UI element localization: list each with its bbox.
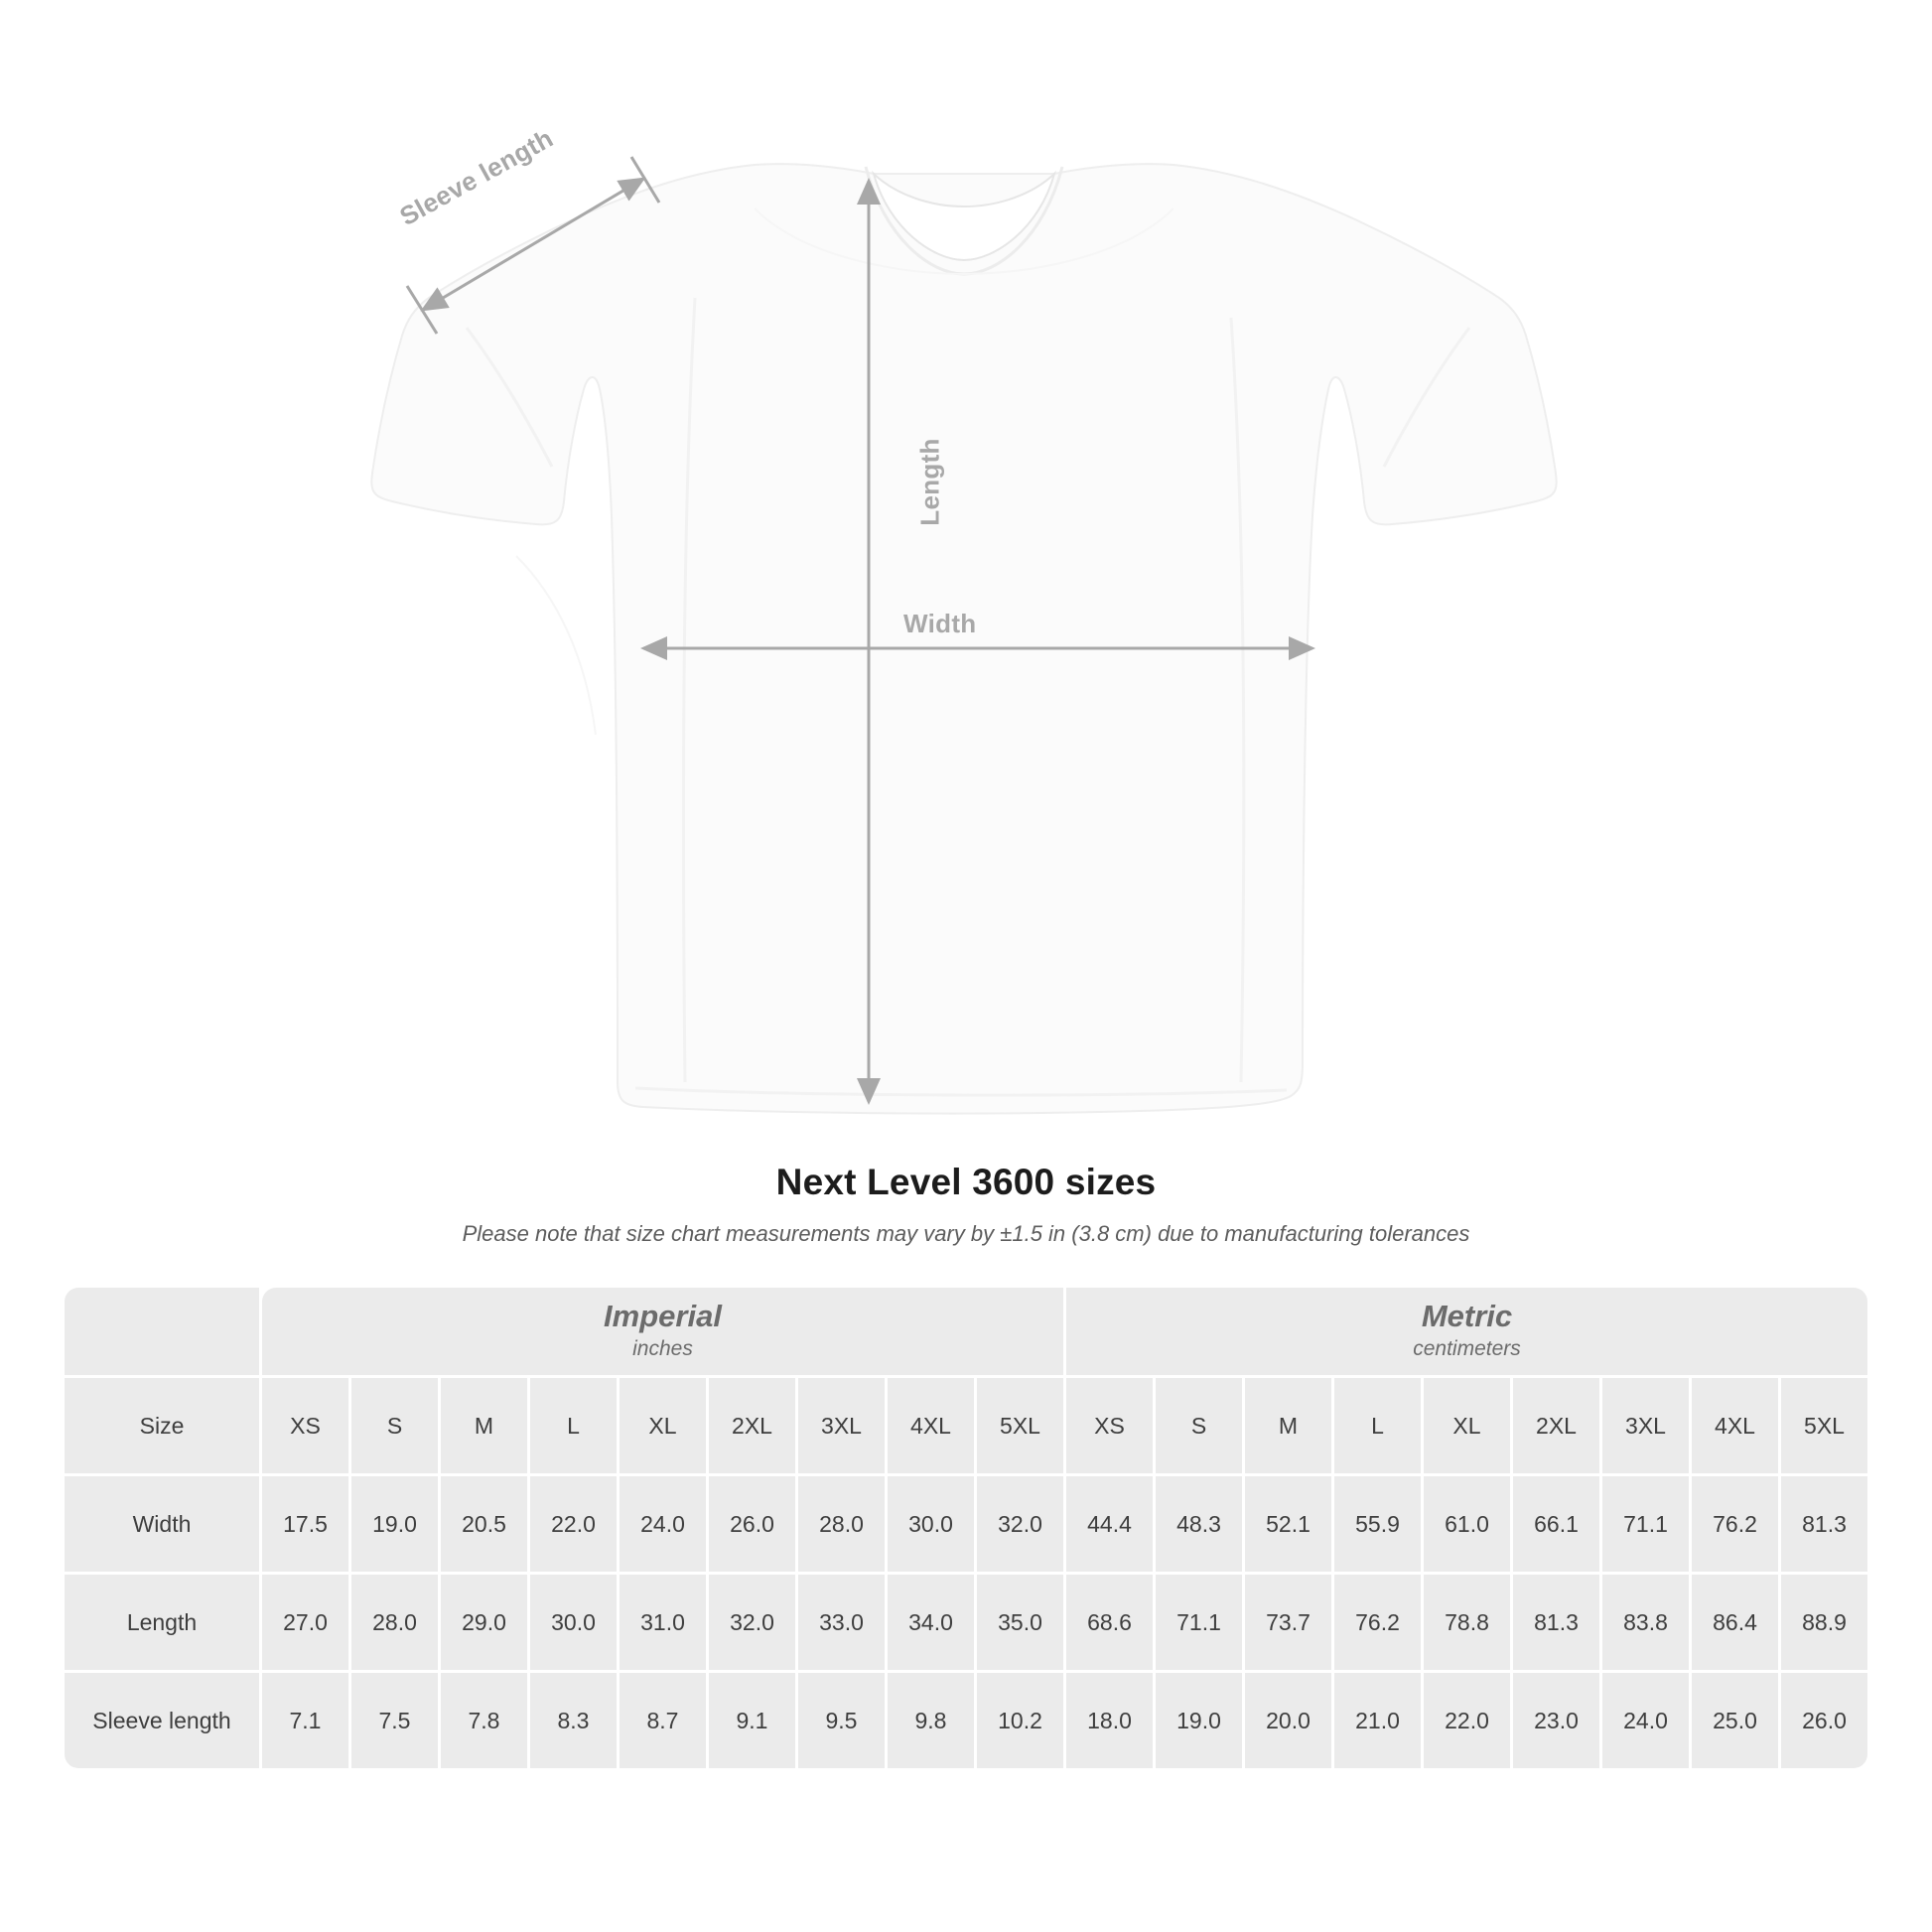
cell-length-imperial-s: 28.0 bbox=[351, 1575, 438, 1670]
cell-length-imperial-3xl: 33.0 bbox=[798, 1575, 885, 1670]
size-header-row bbox=[65, 1378, 1867, 1473]
cell-length-metric-l: 76.2 bbox=[1334, 1575, 1421, 1670]
size-col-metric-2xl: 2XL bbox=[1513, 1378, 1599, 1473]
size-col-metric-xs: XS bbox=[1066, 1378, 1153, 1473]
cell-sleeve-imperial-4xl: 9.8 bbox=[888, 1673, 974, 1768]
cell-width-imperial-2xl: 26.0 bbox=[709, 1476, 795, 1572]
cell-length-imperial-m: 29.0 bbox=[441, 1575, 527, 1670]
cell-length-metric-3xl: 83.8 bbox=[1602, 1575, 1689, 1670]
unit-group-metric bbox=[1066, 1288, 1867, 1375]
size-col-imperial-l: L bbox=[530, 1378, 617, 1473]
cell-sleeve-metric-l: 21.0 bbox=[1334, 1673, 1421, 1768]
cell-length-metric-xl: 78.8 bbox=[1424, 1575, 1510, 1670]
size-col-metric-xl: XL bbox=[1424, 1378, 1510, 1473]
cell-sleeve-imperial-xl: 8.7 bbox=[620, 1673, 706, 1768]
size-col-imperial-xl: XL bbox=[620, 1378, 706, 1473]
unit-group-imperial-sub: inches bbox=[632, 1337, 693, 1361]
cell-length-imperial-2xl: 32.0 bbox=[709, 1575, 795, 1670]
size-col-imperial-s: S bbox=[351, 1378, 438, 1473]
cell-sleeve-metric-xs: 18.0 bbox=[1066, 1673, 1153, 1768]
cell-width-metric-2xl: 66.1 bbox=[1513, 1476, 1599, 1572]
unit-group-metric-name: Metric bbox=[1421, 1299, 1513, 1334]
cell-width-imperial-4xl: 30.0 bbox=[888, 1476, 974, 1572]
cell-width-metric-5xl: 81.3 bbox=[1781, 1476, 1867, 1572]
unit-group-imperial bbox=[262, 1288, 1063, 1375]
cell-width-metric-3xl: 71.1 bbox=[1602, 1476, 1689, 1572]
size-col-imperial-xs: XS bbox=[262, 1378, 348, 1473]
size-col-imperial-m: M bbox=[441, 1378, 527, 1473]
length-label: Length bbox=[914, 438, 945, 526]
page-title: Next Level 3600 sizes bbox=[775, 1162, 1157, 1202]
size-table bbox=[62, 1285, 1870, 1771]
table-row bbox=[65, 1673, 1867, 1768]
unit-group-imperial-name: Imperial bbox=[604, 1299, 722, 1334]
size-header-label: Size bbox=[65, 1378, 259, 1473]
row-label-width: Width bbox=[65, 1476, 259, 1572]
cell-length-imperial-xs: 27.0 bbox=[262, 1575, 348, 1670]
size-col-metric-4xl: 4XL bbox=[1692, 1378, 1778, 1473]
cell-sleeve-imperial-xs: 7.1 bbox=[262, 1673, 348, 1768]
cell-sleeve-imperial-5xl: 10.2 bbox=[977, 1673, 1063, 1768]
cell-width-metric-s: 48.3 bbox=[1156, 1476, 1242, 1572]
unit-group-metric-sub: centimeters bbox=[1413, 1337, 1521, 1361]
cell-width-imperial-l: 22.0 bbox=[530, 1476, 617, 1572]
cell-length-imperial-5xl: 35.0 bbox=[977, 1575, 1063, 1670]
cell-width-imperial-3xl: 28.0 bbox=[798, 1476, 885, 1572]
cell-sleeve-metric-m: 20.0 bbox=[1245, 1673, 1331, 1768]
cell-width-imperial-m: 20.5 bbox=[441, 1476, 527, 1572]
size-col-imperial-5xl: 5XL bbox=[977, 1378, 1063, 1473]
cell-length-imperial-l: 30.0 bbox=[530, 1575, 617, 1670]
size-table-wrapper bbox=[62, 1285, 1870, 1771]
size-col-metric-5xl: 5XL bbox=[1781, 1378, 1867, 1473]
cell-width-imperial-xs: 17.5 bbox=[262, 1476, 348, 1572]
cell-width-imperial-xl: 24.0 bbox=[620, 1476, 706, 1572]
cell-length-metric-s: 71.1 bbox=[1156, 1575, 1242, 1670]
units-corner-cell bbox=[65, 1288, 259, 1375]
size-col-metric-3xl: 3XL bbox=[1602, 1378, 1689, 1473]
size-col-metric-m: M bbox=[1245, 1378, 1331, 1473]
cell-width-metric-xl: 61.0 bbox=[1424, 1476, 1510, 1572]
table-row bbox=[65, 1476, 1867, 1572]
cell-sleeve-imperial-2xl: 9.1 bbox=[709, 1673, 795, 1768]
cell-sleeve-metric-5xl: 26.0 bbox=[1781, 1673, 1867, 1768]
cell-length-metric-5xl: 88.9 bbox=[1781, 1575, 1867, 1670]
cell-sleeve-metric-2xl: 23.0 bbox=[1513, 1673, 1599, 1768]
size-col-imperial-3xl: 3XL bbox=[798, 1378, 885, 1473]
tolerance-note: Please note that size chart measurements may vary by ±1.5 in (3.8 cm) due to manufacturing tolerances bbox=[462, 1221, 1470, 1246]
cell-sleeve-imperial-l: 8.3 bbox=[530, 1673, 617, 1768]
cell-width-metric-m: 52.1 bbox=[1245, 1476, 1331, 1572]
cell-sleeve-metric-xl: 22.0 bbox=[1424, 1673, 1510, 1768]
sleeve-length-label: Sleeve length bbox=[394, 122, 559, 232]
cell-length-metric-4xl: 86.4 bbox=[1692, 1575, 1778, 1670]
cell-width-imperial-s: 19.0 bbox=[351, 1476, 438, 1572]
title-block bbox=[0, 1162, 1932, 1247]
cell-width-metric-l: 55.9 bbox=[1334, 1476, 1421, 1572]
table-row bbox=[65, 1575, 1867, 1670]
cell-width-imperial-5xl: 32.0 bbox=[977, 1476, 1063, 1572]
cell-length-metric-xs: 68.6 bbox=[1066, 1575, 1153, 1670]
cell-sleeve-imperial-3xl: 9.5 bbox=[798, 1673, 885, 1768]
cell-sleeve-imperial-m: 7.8 bbox=[441, 1673, 527, 1768]
size-col-imperial-2xl: 2XL bbox=[709, 1378, 795, 1473]
size-col-metric-s: S bbox=[1156, 1378, 1242, 1473]
cell-sleeve-metric-s: 19.0 bbox=[1156, 1673, 1242, 1768]
cell-width-metric-4xl: 76.2 bbox=[1692, 1476, 1778, 1572]
width-label: Width bbox=[903, 609, 977, 638]
size-col-metric-l: L bbox=[1334, 1378, 1421, 1473]
cell-width-metric-xs: 44.4 bbox=[1066, 1476, 1153, 1572]
cell-sleeve-imperial-s: 7.5 bbox=[351, 1673, 438, 1768]
cell-length-metric-2xl: 81.3 bbox=[1513, 1575, 1599, 1670]
cell-length-imperial-xl: 31.0 bbox=[620, 1575, 706, 1670]
row-label-sleeve-length: Sleeve length bbox=[65, 1673, 259, 1768]
size-col-imperial-4xl: 4XL bbox=[888, 1378, 974, 1473]
cell-length-imperial-4xl: 34.0 bbox=[888, 1575, 974, 1670]
row-label-length: Length bbox=[65, 1575, 259, 1670]
cell-sleeve-metric-4xl: 25.0 bbox=[1692, 1673, 1778, 1768]
units-row bbox=[65, 1288, 1867, 1375]
cell-sleeve-metric-3xl: 24.0 bbox=[1602, 1673, 1689, 1768]
cell-length-metric-m: 73.7 bbox=[1245, 1575, 1331, 1670]
